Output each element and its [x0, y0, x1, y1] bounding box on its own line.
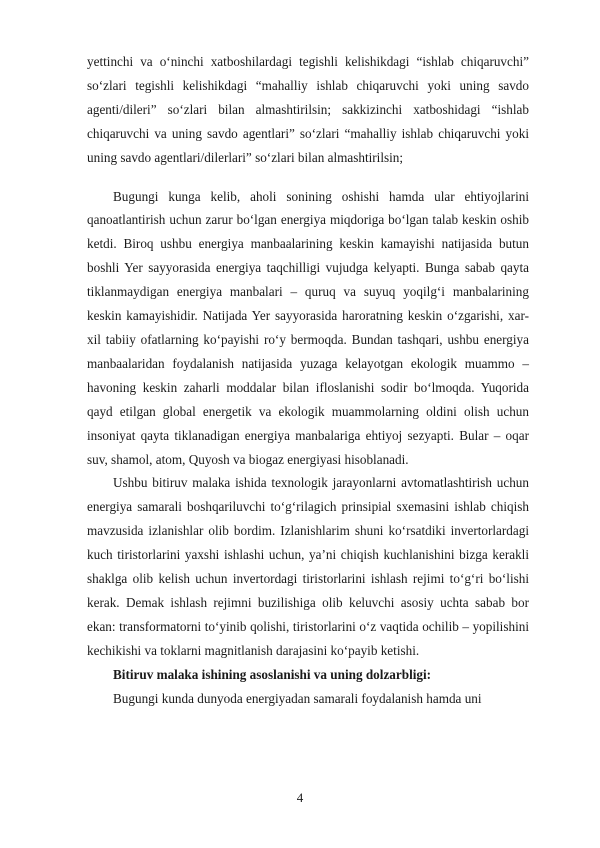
- section-heading: Bitiruv malaka ishining asoslanishi va uning dolzarbligi:: [113, 666, 432, 682]
- energy-demand-paragraph: Bugungi kunga kelib, aholi sonining oshishi hamda ular ehtiyojlarini qanoatlantirish uchun zarur bo‘lgan energiya miqdoriga bo‘lgan talab keskin oshib ketdi. Biroq ushbu energiya manbaalarining keskin kamayishi natijasida butun boshli Yer sayyorasida energiya taqchilligi vujudga kelyapti. Bunga sabab qayta tiklanmaydigan energiya manbalari – quruq va suyuq yoqilg‘i manbalarining keskin kamayishidir. Natijada Yer sayyorasida haroratning keskin o‘zgarishi, xar- xil tabiiy ofatlarning ko‘payishi ro‘y bermoqda. Bundan tashqari, ushbu energiya manbaalaridan foydalanish natijasida yuzaga kelayotgan ekologik muammo – havoning keskin zaharli moddalar bilan ifloslanishi sodir bo‘lmoqda. Yuqorida qayd etilgan global energetik va ekologik muammolarning oldini olish uchun insoniyat qayta tiklanadigan energiya manbalariga ehtiyoj sezyapti. Bular – oqar suv, shamol, atom, Quyosh va biogaz energiyasi hisoblanadi.: [87, 188, 529, 467]
- thesis-research-paragraph: Ushbu bitiruv malaka ishida texnologik jarayonlarni avtomatlashtirish uchun energiya samarali boshqariluvchi to‘g‘rilagich prinsipial sxemasini ishlab chiqish mavzusida izlanishlar olib bordim. Izlanishlarim shuni ko‘rsatdiki invertorlardagi kuch tiristorlarini yaxshi ishlashi uchun, ya’ni chiqish kuchlanishini bizga kerakli shaklga olib kelish uchun invertordagi tiristorlarini ishlash rejimi to‘g‘ri bo‘lishi kerak. Demak ishlash rejimni buzilishiga olib keluvchi asosiy uchta sabab bor ekan: transformatorni to‘yinib qolishi, tiristorlarini o‘z vaqtida ochilib – yopilishini kechikishi va toklarni magnitlanish darajasini ko‘payib ketishi.: [87, 475, 529, 658]
- document-page: [87, 50, 529, 710]
- page-number: 4: [296, 790, 304, 805]
- continuation-paragraph: yettinchi va o‘ninchi xatboshilardagi tegishli kelishikdagi “ishlab chiqaruvchi” so‘zlari tegishli kelishikdagi “mahalliy ishlab chiqaruvchi yoki uning savdo agenti/dileri” so‘zlari bilan almashtirilsin; sakkizinchi xatboshidagi “ishlab chiqaruvchi va uning savdo agentlari” so‘zlari “mahalliy ishlab chiqaruvchi yoki uning savdo agentlari/dilerlari” so‘zlari bilan almashtirilsin;: [87, 54, 529, 165]
- closing-paragraph: Bugungi kunda dunyoda energiyadan samarali foydalanish hamda uni: [113, 690, 482, 706]
